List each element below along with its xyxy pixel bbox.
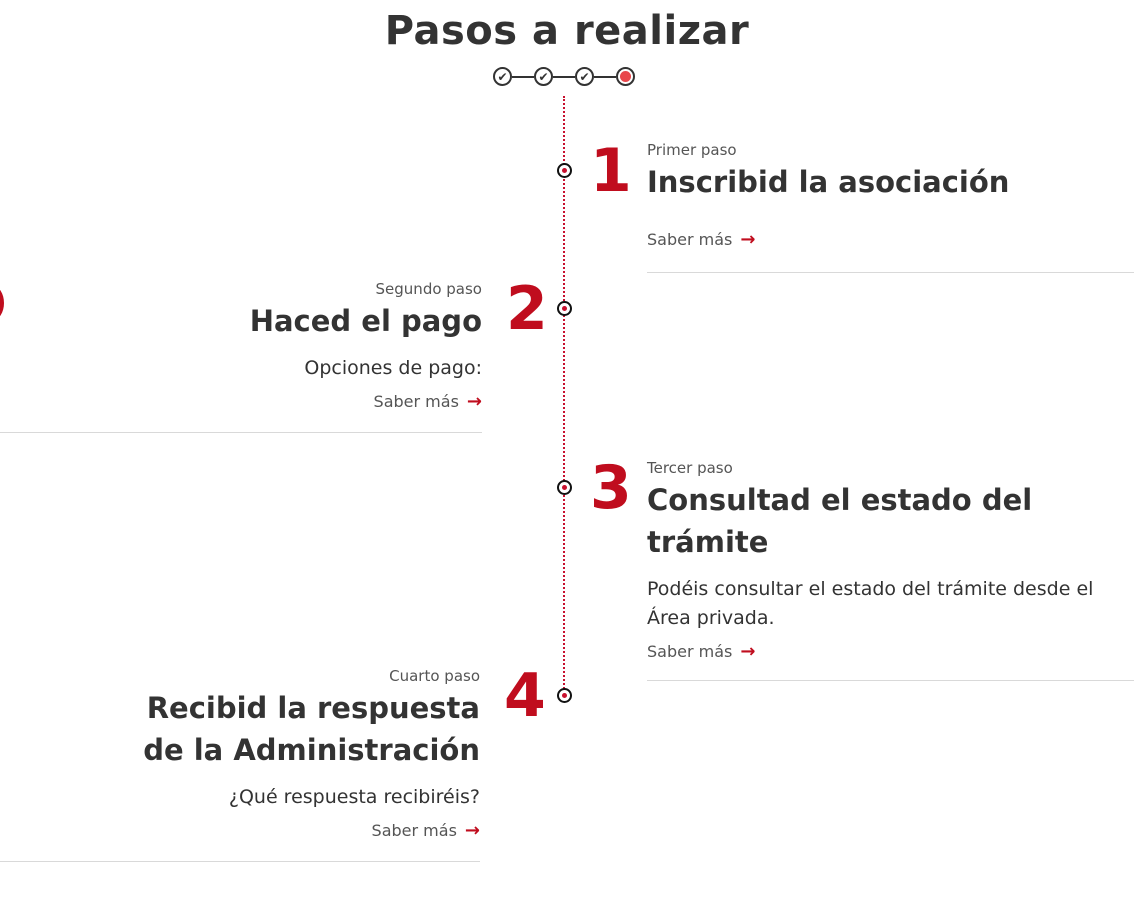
- step-kicker: Cuarto paso: [389, 667, 480, 685]
- step-card: [0, 667, 480, 862]
- progress-connector: [512, 76, 534, 78]
- current-step-icon: [616, 67, 635, 86]
- step-description: Podéis consultar el estado del trámite desde el Área privada.: [647, 578, 1094, 629]
- step-card: [0, 280, 482, 433]
- step-number: 1: [590, 136, 632, 206]
- check-icon: ✔: [534, 67, 553, 86]
- step-kicker: Segundo paso: [375, 280, 482, 298]
- divider: [0, 861, 480, 862]
- timeline-node: [557, 480, 572, 495]
- divider: [647, 272, 1134, 273]
- timeline-node: [557, 688, 572, 703]
- arrow-right-icon: →: [466, 391, 482, 412]
- page-title: Pasos a realizar: [384, 8, 750, 54]
- timeline-node: [557, 301, 572, 316]
- step-number: 2: [506, 274, 548, 344]
- step-heading: Recibid la respuesta de la Administración: [143, 691, 480, 767]
- step-card: [647, 141, 1134, 273]
- step-heading: Inscribid la asociación: [647, 165, 1010, 199]
- check-icon: ✔: [575, 67, 594, 86]
- check-icon: ✔: [493, 67, 512, 86]
- step-number: 3: [590, 453, 632, 523]
- arrow-right-icon: →: [740, 641, 756, 662]
- link-label: Saber más: [371, 821, 457, 840]
- timeline-line: [563, 96, 565, 696]
- link-label: Saber más: [373, 392, 459, 411]
- step-kicker: Primer paso: [647, 141, 737, 159]
- divider: [0, 432, 482, 433]
- saber-mas-link[interactable]: [372, 820, 480, 841]
- step-number: 4: [504, 661, 546, 731]
- step-description: ¿Qué respuesta recibiréis?: [228, 786, 480, 808]
- link-label: Saber más: [647, 230, 733, 249]
- progress-connector: [553, 76, 575, 78]
- step-heading: Haced el pago: [249, 304, 482, 338]
- timeline-node: [557, 163, 572, 178]
- saber-mas-link[interactable]: [647, 641, 755, 662]
- progress-indicator: [493, 67, 639, 91]
- arrow-right-icon: →: [464, 820, 480, 841]
- divider: [647, 680, 1134, 681]
- saber-mas-link[interactable]: [647, 229, 755, 250]
- arrow-right-icon: →: [740, 229, 756, 250]
- saber-mas-link[interactable]: [374, 391, 482, 412]
- progress-connector: [594, 76, 616, 78]
- step-description: Opciones de pago:: [304, 357, 482, 379]
- link-label: Saber más: [647, 642, 733, 661]
- step-heading: Consultad el estado del trámite: [647, 483, 1033, 559]
- step-card: [647, 459, 1134, 681]
- step-kicker: Tercer paso: [647, 459, 733, 477]
